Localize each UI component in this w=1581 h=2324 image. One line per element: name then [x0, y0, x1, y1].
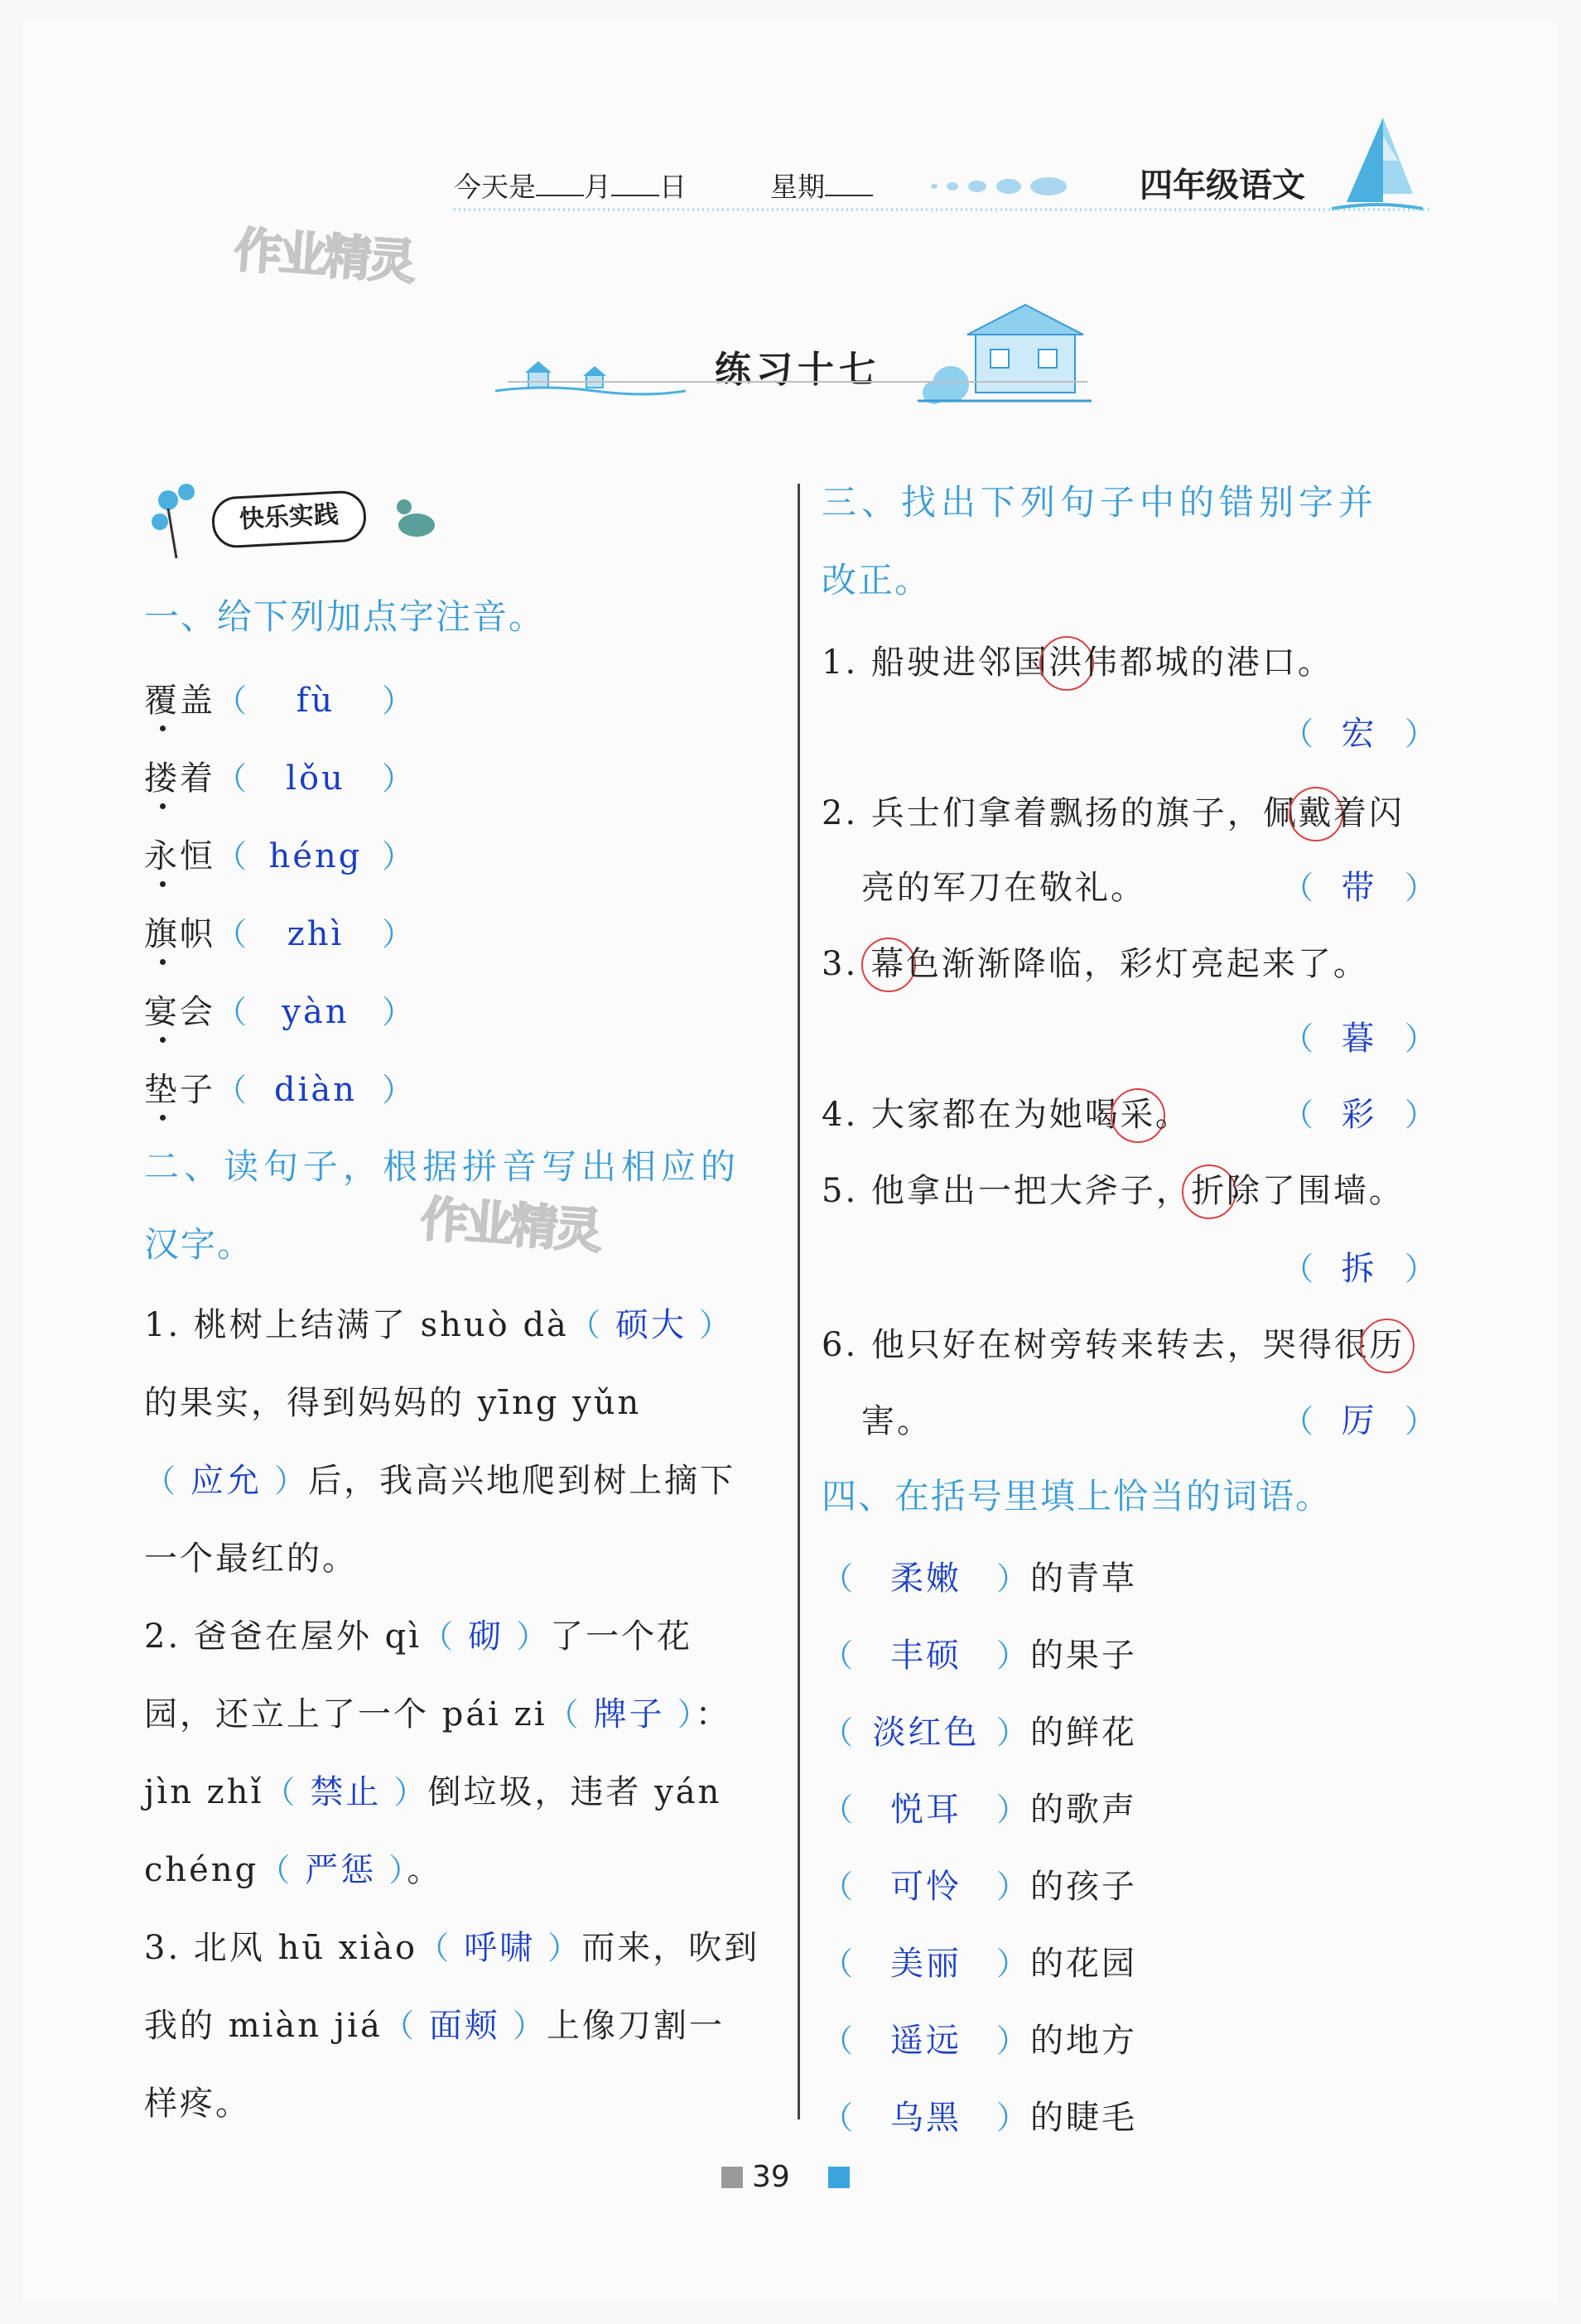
- s2-q2-answer2: 牌子: [593, 1695, 665, 1733]
- pinyin-answer: lǒu: [286, 759, 345, 798]
- phrase-noun: 的青草: [1030, 1560, 1138, 1598]
- house-icon: [918, 301, 1092, 409]
- weekday-blank[interactable]: [825, 173, 873, 196]
- s2-q2-answer4: 严惩: [305, 1851, 377, 1889]
- s2-q3-text-c: 我的 miàn jiá: [144, 2007, 383, 2045]
- phrase-noun: 的睫毛: [1030, 2099, 1138, 2137]
- s2-q2-line2: 园，还立上了一个 pái zi（ 牌子 ）：: [144, 1695, 731, 1733]
- today-label: 今天是: [454, 171, 536, 203]
- section3-heading-line2: 改正。: [822, 560, 932, 600]
- typo-text-post: 色渐渐降临，彩灯亮起来了。: [905, 945, 1369, 983]
- pinyin-item: 搂着（ lǒu ）: [144, 752, 416, 799]
- typo-text-pre: 2. 兵士们拿着飘扬的旗子，佩: [822, 794, 1299, 832]
- typo-text-post: 着闪: [1333, 794, 1405, 832]
- typo-text-pre: 3.: [822, 945, 871, 983]
- pinyin-word: 宴会: [144, 993, 215, 1031]
- section2-heading-line1: 二、读句子，根据拼音写出相应的: [144, 1146, 741, 1187]
- s2-q3-answer2: 面颊: [428, 2007, 500, 2045]
- page-number: 39: [752, 2160, 790, 2194]
- typo-sentence: [822, 787, 1405, 834]
- practice-badge: 快乐实践: [211, 489, 368, 549]
- phrase-item: （ 乌黑 ）的睫毛: [822, 2091, 1137, 2138]
- typo-correction-answer: 厉: [1341, 1402, 1377, 1440]
- pinyin-word: 旗帜: [144, 915, 215, 953]
- typo-wrong-char: 戴: [1289, 787, 1343, 841]
- s2-q1-line2: 的果实，得到妈妈的 yīng yǔn: [144, 1384, 642, 1422]
- pinyin-item: 覆盖（ fù ）: [144, 674, 416, 721]
- s2-q1-text-a: 1. 桃树上结满了 shuò dà: [144, 1306, 569, 1344]
- phrase-item: （ 柔嫩 ）的青草: [822, 1552, 1137, 1599]
- typo-wrong-char: 幕: [861, 938, 916, 992]
- phrase-noun: 的鲜花: [1030, 1714, 1138, 1752]
- phrase-answer: 淡红色: [872, 1714, 980, 1752]
- typo-wrong-char: 采: [1111, 1088, 1165, 1143]
- phrase-answer: 柔嫩: [890, 1560, 962, 1598]
- section3-heading-line1: 三、找出下列句子中的错别字并: [822, 482, 1379, 523]
- s2-q2-text-h: 。: [407, 1851, 443, 1889]
- s2-q1-answer1: 硕大: [615, 1306, 687, 1344]
- typo-wrong-char: 洪: [1039, 636, 1094, 691]
- watermark-top: 作业精灵: [232, 221, 415, 291]
- phrase-answer: 丰硕: [890, 1637, 962, 1675]
- typo-sentence-line2: 亮的军刀在敬礼。: [861, 869, 1146, 907]
- s2-q2-text-e: jìn zhǐ: [144, 1773, 264, 1811]
- section4-heading: 四、在括号里填上恰当的词语。: [822, 1476, 1333, 1516]
- s2-q2-text-b: 了一个花: [550, 1618, 693, 1656]
- typo-correction-answer: 宏: [1341, 715, 1377, 753]
- typo-text-pre: 5. 他拿出一把大斧子，: [822, 1172, 1192, 1210]
- typo-sentence: [822, 1319, 1405, 1366]
- phrase-item: （ 美丽 ）的花园: [822, 1937, 1137, 1984]
- s2-q2-text-d: ：: [695, 1695, 731, 1733]
- page-marker-right: [828, 2167, 850, 2188]
- s2-q3-line3: 样疼。: [144, 2085, 251, 2123]
- typo-sentence-line2: 害。: [861, 1402, 933, 1440]
- s2-q2-text-a: 2. 爸爸在屋外 qì: [144, 1618, 422, 1656]
- pinyin-word: 覆盖: [144, 682, 215, 720]
- typo-text-post: 伟都城的港口。: [1083, 644, 1333, 682]
- phrase-noun: 的花园: [1030, 1945, 1138, 1983]
- pinyin-answer: zhì: [287, 915, 345, 953]
- typo-correction: （ 暮 ）: [1282, 1012, 1436, 1059]
- phrase-noun: 的果子: [1030, 1637, 1138, 1675]
- typo-text-pre: 6. 他只好在树旁转来转去，哭得很: [822, 1326, 1370, 1364]
- column-divider: [798, 484, 800, 2119]
- typo-text-post: 除了围墙。: [1226, 1172, 1405, 1210]
- pinyin-answer: yàn: [282, 993, 349, 1031]
- sailboat-icon: [1332, 111, 1423, 219]
- pinyin-answer: héng: [268, 837, 363, 875]
- phrase-item: （ 可怜 ）的孩子: [822, 1860, 1137, 1907]
- typo-sentence: [822, 1164, 1405, 1212]
- pinyin-word: 永恒: [144, 837, 215, 875]
- s2-q3-text-b: 而来，吹到: [581, 1929, 760, 1967]
- village-houses-icon: [495, 348, 686, 406]
- month-label: 月: [584, 171, 611, 203]
- pinyin-item: 宴会（ yàn ）: [144, 986, 416, 1033]
- typo-correction-answer: 拆: [1341, 1250, 1377, 1288]
- weekday-label: 星期: [770, 171, 825, 203]
- grade-label: 四年级语文: [1140, 166, 1305, 205]
- phrase-answer: 可怜: [890, 1868, 962, 1906]
- typo-text-pre: 4. 大家都在为她喝: [822, 1096, 1121, 1134]
- watermark-middle: 作业精灵: [418, 1190, 601, 1260]
- page-marker-left: [721, 2167, 743, 2188]
- date-line: [454, 166, 873, 205]
- s2-q1-text-c: 后，我高兴地爬到树上摘下: [308, 1462, 736, 1500]
- day-label: 日: [659, 171, 687, 203]
- s2-q3-line2: 我的 miàn jiá（ 面颊 ）上像刀割一: [144, 2007, 725, 2045]
- s2-q3-text-d: 上像刀割一: [547, 2007, 725, 2045]
- pinyin-word: 垫子: [144, 1071, 215, 1109]
- s2-q2-answer1: 砌: [468, 1618, 504, 1656]
- typo-correction: （ 彩 ）: [1282, 1088, 1436, 1135]
- s2-q2-text-f: 倒垃圾，违者 yán: [427, 1773, 722, 1811]
- section1-heading: 一、给下列加点字注音。: [144, 596, 546, 637]
- s2-q1-line3: （ 应允 ）后，我高兴地爬到树上摘下: [144, 1462, 736, 1500]
- s2-q2-text-c: 园，还立上了一个 pái zi: [144, 1695, 547, 1733]
- s2-q2-text-g: chéng: [144, 1851, 259, 1889]
- typo-correction-answer: 彩: [1341, 1096, 1377, 1134]
- phrase-answer: 美丽: [890, 1945, 962, 1983]
- phrase-answer: 悦耳: [890, 1791, 962, 1829]
- typo-correction-answer: 暮: [1341, 1020, 1377, 1058]
- phrase-item: （ 遥远 ）的地方: [822, 2014, 1137, 2061]
- day-blank[interactable]: [611, 173, 659, 196]
- pinyin-item: 旗帜（ zhì ）: [144, 908, 416, 955]
- phrase-noun: 的歌声: [1030, 1791, 1138, 1829]
- pinyin-answer: fù: [296, 682, 335, 720]
- phrase-answer: 乌黑: [890, 2099, 962, 2137]
- typo-correction: （ 厉 ）: [1282, 1395, 1436, 1442]
- pinyin-word: 搂着: [144, 759, 215, 798]
- s2-q2-line4: chéng（ 严惩 ）。: [144, 1851, 443, 1889]
- typo-sentence: [822, 1088, 1191, 1135]
- phrase-noun: 的地方: [1030, 2022, 1138, 2060]
- s2-q3-line1: 3. 北风 hū xiào（ 呼啸 ）而来，吹到: [144, 1929, 760, 1967]
- typo-wrong-char: 历: [1360, 1319, 1415, 1373]
- phrase-noun: 的孩子: [1030, 1868, 1138, 1906]
- workbook-page: [23, 20, 1557, 2302]
- s2-q2-line3: jìn zhǐ（ 禁止 ）倒垃圾，违者 yán: [144, 1773, 722, 1811]
- s2-q1-line4: 一个最红的。: [144, 1540, 358, 1578]
- pinyin-answer: diàn: [274, 1071, 358, 1109]
- typo-sentence: [822, 938, 1369, 985]
- typo-correction: （ 带 ）: [1282, 861, 1436, 909]
- typo-sentence: [822, 636, 1333, 683]
- s2-q2-answer3: 禁止: [310, 1773, 382, 1811]
- phrase-item: （ 悦耳 ）的歌声: [822, 1783, 1137, 1830]
- phrase-answer: 遥远: [890, 2022, 962, 2060]
- exercise-title: 练习十七: [715, 349, 880, 391]
- pinyin-item: 垫子（ diàn ）: [144, 1063, 416, 1111]
- pinyin-item: 永恒（ héng ）: [144, 830, 416, 877]
- s2-q2-line1: 2. 爸爸在屋外 qì（ 砌 ）了一个花: [144, 1618, 693, 1656]
- typo-text-post: 。: [1154, 1096, 1191, 1134]
- month-blank[interactable]: [536, 173, 584, 196]
- section2-heading-line2: 汉字。: [144, 1224, 254, 1265]
- s2-q1-answer2: 应允: [190, 1462, 263, 1500]
- title-underline: [508, 378, 1087, 386]
- phrase-item: （ 丰硕 ）的果子: [822, 1629, 1137, 1676]
- bubble-dots-decoration: [926, 174, 1092, 199]
- typo-correction: （ 宏 ）: [1282, 707, 1436, 755]
- typo-wrong-char: 折: [1182, 1164, 1236, 1219]
- s2-q3-text-a: 3. 北风 hū xiào: [144, 1929, 418, 1967]
- phrase-item: （ 淡红色 ）的鲜花: [822, 1706, 1137, 1753]
- typo-correction: （ 拆 ）: [1282, 1242, 1436, 1290]
- typo-correction-answer: 带: [1341, 869, 1377, 907]
- typo-text-pre: 1. 船驶进邻国: [822, 644, 1049, 682]
- header-rule: [454, 204, 1431, 215]
- s2-q1-line1: 1. 桃树上结满了 shuò dà（ 硕大 ）: [144, 1306, 734, 1344]
- s2-q3-answer1: 呼啸: [464, 1929, 536, 1967]
